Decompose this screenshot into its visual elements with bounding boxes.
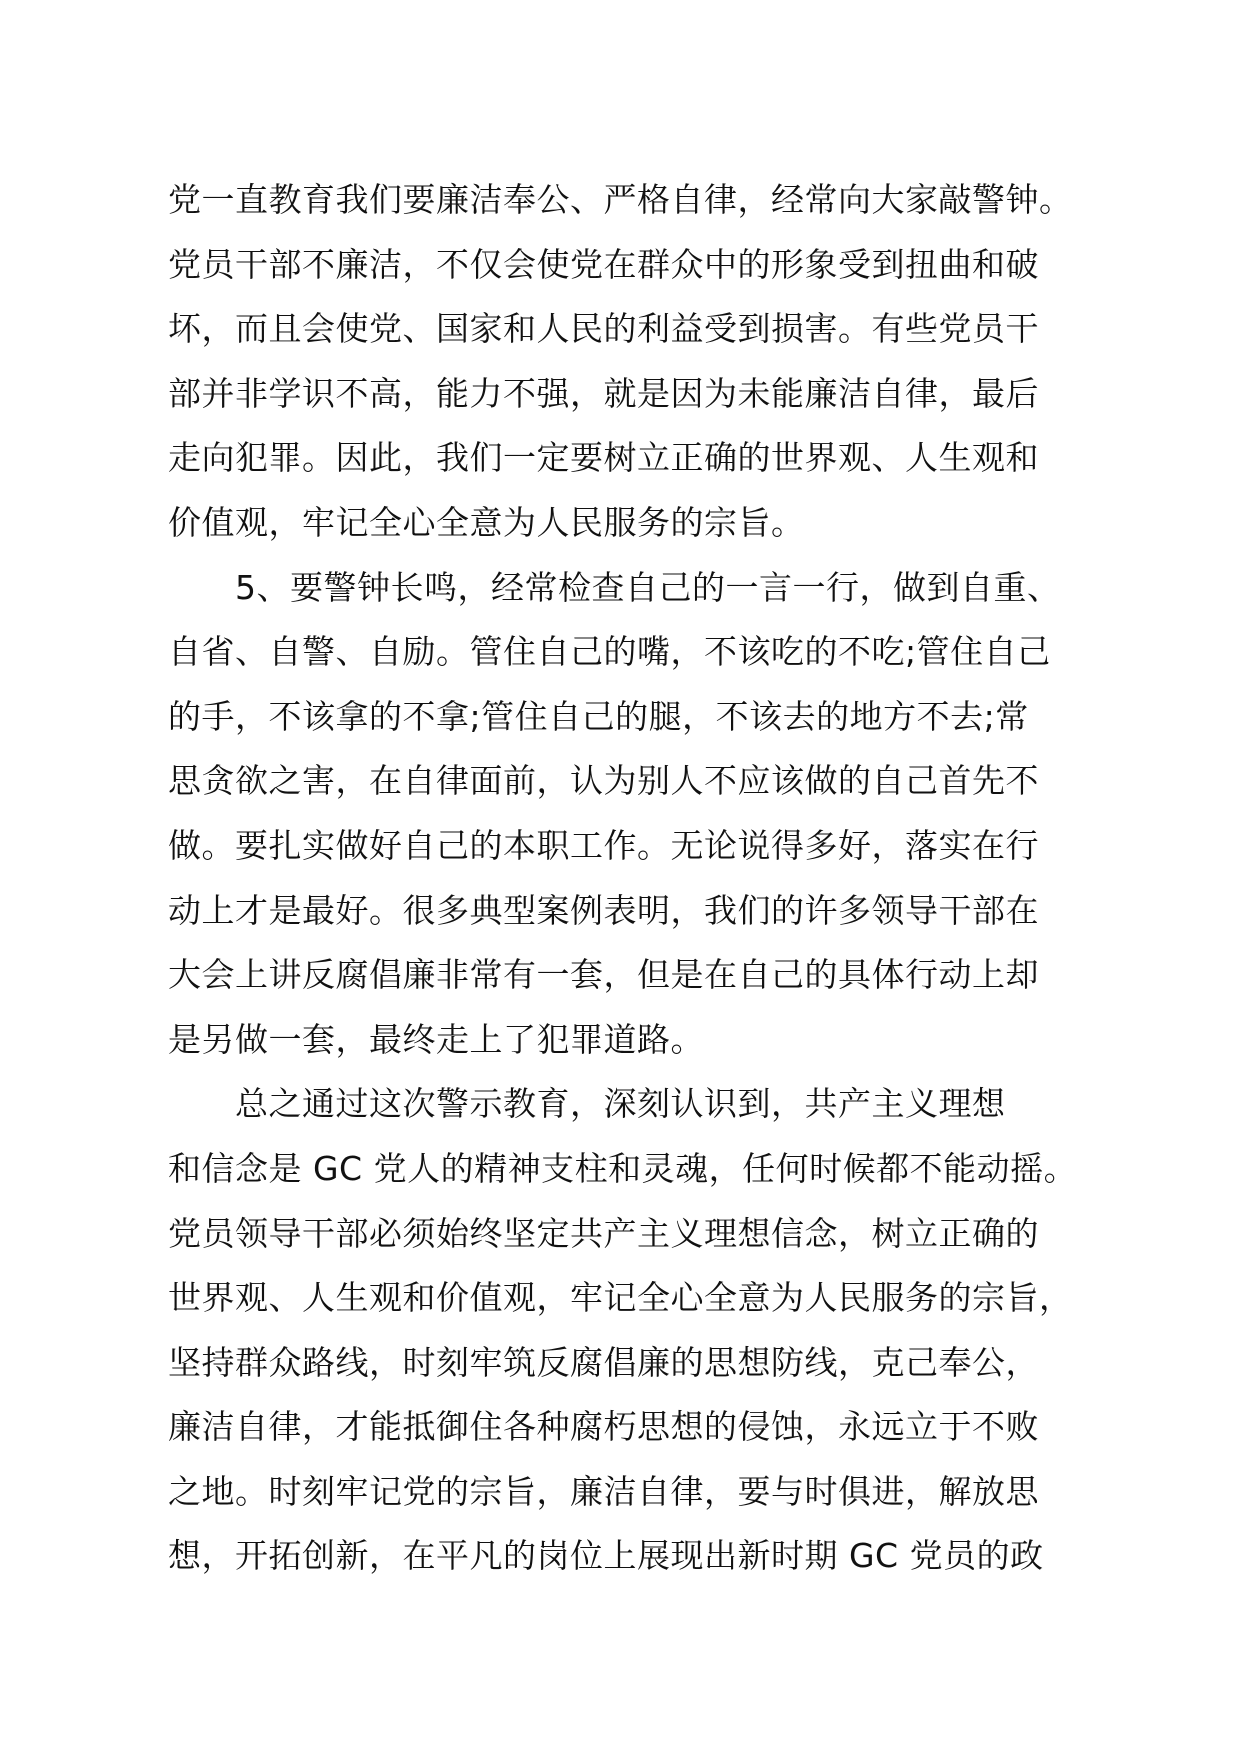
body-text	[168, 168, 1108, 1589]
text-line: 之地。时刻牢记党的宗旨，廉洁自律，要与时俱进，解放思	[168, 1471, 1039, 1511]
text-line: 动上才是最好。很多典型案例表明，我们的许多领导干部在	[168, 890, 1039, 930]
text-line: 党一直教育我们要廉洁奉公、严格自律，经常向大家敲警钟。	[168, 180, 1073, 219]
text-line: 做。要扎实做好自己的本职工作。无论说得多好，落实在行	[168, 825, 1039, 865]
text-line: 大会上讲反腐倡廉非常有一套，但是在自己的具体行动上却	[168, 955, 1039, 995]
text-line: 5、要警钟长鸣，经常检查自己的一言一行，做到自重、	[168, 567, 1061, 607]
text-line: 世界观、人生观和价值观，牢记全心全意为人民服务的宗旨，	[168, 1278, 1073, 1318]
text-line: 想，开拓创新，在平凡的岗位上展现出新时期 GC 党员的政	[168, 1536, 1044, 1576]
text-line: 是另做一套，最终走上了犯罪道路。	[168, 1019, 704, 1059]
text-line: 思贪欲之害，在自律面前，认为别人不应该做的自己首先不	[168, 761, 1039, 801]
text-line: 的手，不该拿的不拿;管住自己的腿，不该去的地方不去;常	[168, 696, 1029, 736]
text-line: 坏，而且会使党、国家和人民的利益受到损害。有些党员干	[168, 309, 1039, 349]
text-line: 和信念是 GC 党人的精神支柱和灵魂，任何时候都不能动摇。	[168, 1148, 1078, 1188]
text-line: 廉洁自律，才能抵御住各种腐朽思想的侵蚀，永远立于不败	[168, 1407, 1039, 1447]
text-line: 总之通过这次警示教育，深刻认识到，共产主义理想	[168, 1084, 1006, 1124]
text-line: 坚持群众路线，时刻牢筑反腐倡廉的思想防线，克己奉公，	[168, 1342, 1039, 1382]
text-line: 价值观，牢记全心全意为人民服务的宗旨。	[168, 502, 805, 542]
text-line: 党员干部不廉洁，不仅会使党在群众中的形象受到扭曲和破	[168, 244, 1039, 284]
text-line: 党员领导干部必须始终坚定共产主义理想信念，树立正确的	[168, 1213, 1039, 1253]
text-line: 部并非学识不高，能力不强，就是因为未能廉洁自律，最后	[168, 373, 1039, 413]
text-line: 自省、自警、自励。管住自己的嘴，不该吃的不吃;管住自己	[168, 632, 1051, 672]
text-line: 走向犯罪。因此，我们一定要树立正确的世界观、人生观和	[168, 438, 1039, 478]
